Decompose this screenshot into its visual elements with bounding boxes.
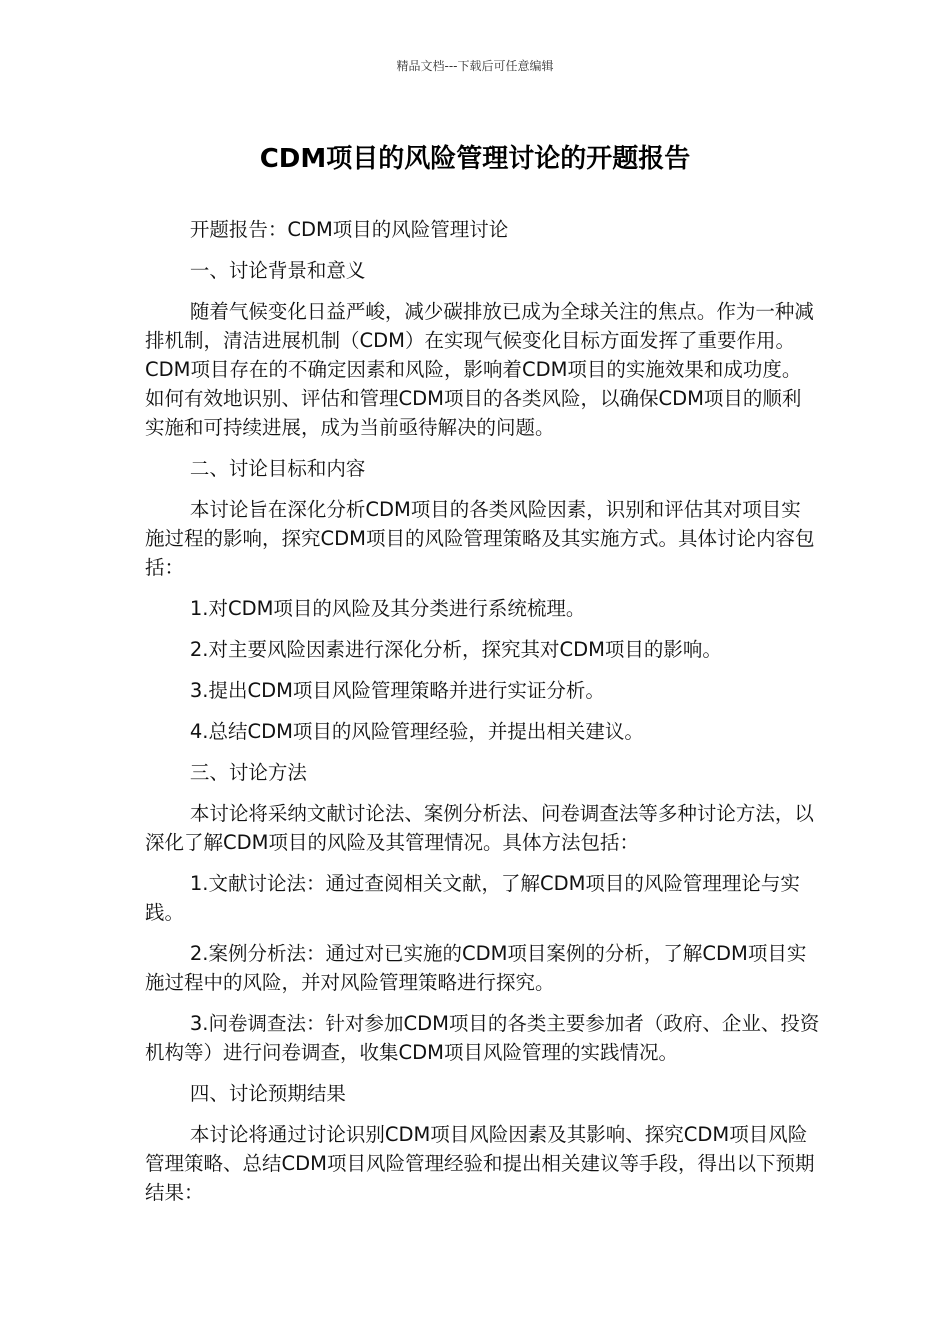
- list-item-method-2: 2.案例分析法：通过对已实施的CDM项目案例的分析，了解CDM项目实施过程中的风险，并对风险管理策略进行探究。: [145, 942, 807, 994]
- document-title: CDM项目的风险管理讨论的开题报告: [259, 144, 691, 174]
- paragraph-objectives: 本讨论旨在深化分析CDM项目的各类风险因素，识别和评估其对项目实施过程的影响，探究CDM项目的风险管理策略及其实施方式。具体讨论内容包括：: [145, 498, 815, 579]
- paragraph-results: 本讨论将通过讨论识别CDM项目风险因素及其影响、探究CDM项目风险管理策略、总结CDM项目风险管理经验和提出相关建议等手段，得出以下预期结果：: [145, 1123, 815, 1204]
- section-heading-methods: 三、讨论方法: [189, 761, 307, 784]
- page-header: 精品文档---下载后可任意编辑: [396, 59, 554, 73]
- list-item-method-1: 1.文献讨论法：通过查阅相关文献，了解CDM项目的风险管理理论与实践。: [145, 872, 800, 924]
- list-item-objective-4: 4.总结CDM项目的风险管理经验，并提出相关建议。: [189, 720, 644, 743]
- paragraph-methods: 本讨论将采纳文献讨论法、案例分析法、问卷调查法等多种讨论方法，以深化了解CDM项目的风险及其管理情况。具体方法包括：: [145, 802, 814, 854]
- section-heading-results: 四、讨论预期结果: [189, 1082, 346, 1105]
- section-heading-background: 一、讨论背景和意义: [189, 259, 366, 282]
- document-body: [145, 215, 820, 1219]
- list-item-objective-2: 2.对主要风险因素进行深化分析，探究其对CDM项目的影响。: [189, 638, 722, 661]
- paragraph-background: 随着气候变化日益严峻，减少碳排放已成为全球关注的焦点。作为一种减排机制，清洁进展机制（CDM）在实现气候变化目标方面发挥了重要作用。CDM项目存在的不确定因素和风险，影响着CDM项目的实施效果和成功度。如何有效地识别、评估和管理CDM项目的各类风险，以确保CDM项目的顺利实施和可持续进展，成为当前亟待解决的问题。: [145, 300, 814, 439]
- intro-line: 开题报告：CDM项目的风险管理讨论: [189, 218, 509, 241]
- list-item-objective-1: 1.对CDM项目的风险及其分类进行系统梳理。: [189, 597, 586, 620]
- list-item-method-3: 3.问卷调查法：针对参加CDM项目的各类主要参加者（政府、企业、投资机构等）进行问卷调查，收集CDM项目风险管理的实践情况。: [145, 1012, 820, 1064]
- section-heading-objectives: 二、讨论目标和内容: [189, 457, 366, 480]
- list-item-objective-3: 3.提出CDM项目风险管理策略并进行实证分析。: [189, 679, 605, 702]
